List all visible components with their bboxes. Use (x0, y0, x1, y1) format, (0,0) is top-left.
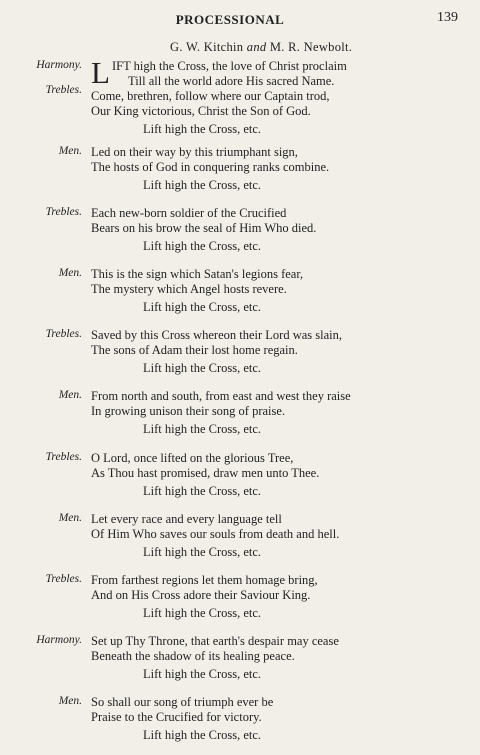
page-title: PROCESSIONAL (175, 12, 285, 27)
author-newbolt: M. R. Newbolt. (269, 40, 353, 54)
stanza-5 (0, 328, 480, 376)
part-label: Men. (58, 145, 82, 157)
part-label: Men. (58, 512, 82, 524)
part-label: Men. (58, 267, 82, 279)
refrain: Lift high the Cross, etc. (143, 361, 262, 375)
stanza-11 (0, 695, 480, 743)
line: Led on their way by this triumphant sign, (91, 145, 298, 159)
line: Our King victorious, Christ the Son of God. (91, 104, 311, 118)
stanza-1 (0, 55, 480, 137)
line: Set up Thy Throne, that earth's despair may cease (91, 634, 339, 648)
stanza-9 (0, 573, 480, 621)
stanza-2 (0, 145, 480, 193)
part-label: Trebles. (45, 206, 82, 218)
stanza-4 (0, 267, 480, 315)
line: This is the sign which Satan's legions fear, (91, 267, 304, 281)
part-label: Men. (58, 389, 82, 401)
refrain: Lift high the Cross, etc. (143, 545, 262, 559)
author-kitchin: G. W. Kitchin (170, 40, 244, 54)
stanza-7 (0, 451, 480, 499)
refrain: Lift high the Cross, etc. (143, 484, 262, 498)
refrain: Lift high the Cross, etc. (143, 239, 262, 253)
refrain: Lift high the Cross, etc. (143, 728, 262, 742)
part-label: Trebles. (45, 328, 82, 340)
part-label: Harmony. (36, 59, 82, 71)
refrain: Lift high the Cross, etc. (143, 300, 262, 314)
line: In growing unison their song of praise. (91, 404, 286, 418)
page-number: 139 (437, 10, 458, 25)
authors-line (170, 40, 352, 55)
refrain: Lift high the Cross, etc. (143, 606, 262, 620)
stanza-10 (0, 634, 480, 682)
part-label: Harmony. (36, 634, 82, 646)
line: From north and south, from east and west they raise (91, 389, 351, 403)
refrain: Lift high the Cross, etc. (143, 667, 262, 681)
line: From farthest regions let them homage bring, (91, 573, 318, 587)
part-label: Trebles. (45, 451, 82, 463)
line: IFT high the Cross, the love of Christ proclaim (112, 59, 347, 73)
part-label: Men. (58, 695, 82, 707)
line: The hosts of God in conquering ranks combine. (91, 160, 330, 174)
refrain: Lift high the Cross, etc. (143, 422, 262, 436)
line: Each new-born soldier of the Crucified (91, 206, 287, 220)
line: As Thou hast promised, draw men unto Thee. (91, 466, 320, 480)
authors-and: and (246, 40, 267, 54)
refrain: Lift high the Cross, etc. (143, 122, 262, 136)
line: Till all the world adore His sacred Name. (128, 74, 335, 88)
part-label: Trebles. (45, 573, 82, 585)
stanza-8 (0, 512, 480, 560)
line: Of Him Who saves our souls from death and hell. (91, 527, 340, 541)
line: And on His Cross adore their Saviour King. (91, 588, 311, 602)
line: The sons of Adam their lost home regain. (91, 343, 298, 357)
line: Saved by this Cross whereon their Lord was slain, (91, 328, 343, 342)
line: The mystery which Angel hosts revere. (91, 282, 287, 296)
stanza-3 (0, 206, 480, 254)
line: Come, brethren, follow where our Captain trod, (91, 89, 330, 103)
part-label: Trebles. (45, 84, 82, 96)
refrain: Lift high the Cross, etc. (143, 178, 262, 192)
stanza-6 (0, 389, 480, 437)
line: Let every race and every language tell (91, 512, 282, 526)
line: Beneath the shadow of its healing peace. (91, 649, 295, 663)
line: Praise to the Crucified for victory. (91, 710, 262, 724)
dropcap-letter: L (91, 55, 110, 90)
line: Bears on his brow the seal of Him Who died. (91, 221, 317, 235)
line: O Lord, once lifted on the glorious Tree, (91, 451, 294, 465)
line: So shall our song of triumph ever be (91, 695, 274, 709)
